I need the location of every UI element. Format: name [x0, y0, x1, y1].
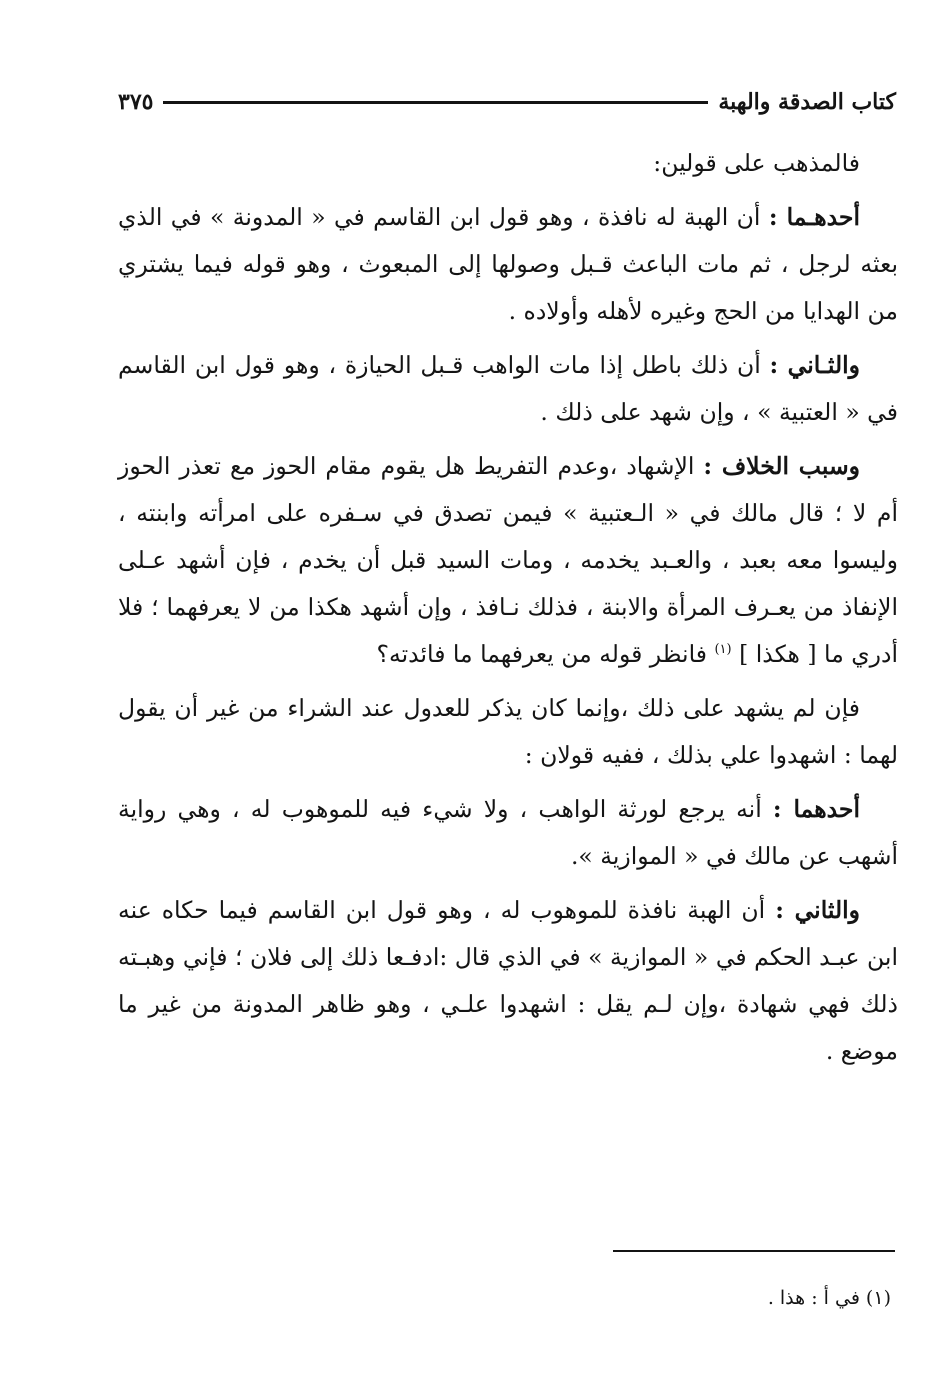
paragraph-second-opinion [118, 342, 898, 436]
footnote-rule [613, 1250, 895, 1252]
paragraph-text: أن الهبة نافذة للموهوب له ، وهو قول ابن القاسم فيما حكاه عنه ابن عبـد الحكم في « الموازية » في الذي قال :ادفـعا ذلك إلى فلان ؛ فإني وهبـته ذلك فهي شهادة ،وإن لـم يقل : اشهدوا علـي ، وهو ظاهر المدونة من غير ما موضع . [118, 896, 898, 1065]
paragraph-second-saying [118, 887, 898, 1075]
running-title: كتاب الصدقة والهبة [718, 89, 896, 115]
page-number: ٣٧٥ [118, 89, 154, 115]
page-header [118, 84, 896, 120]
paragraph-lead: أحدهـما : [768, 203, 860, 231]
paragraph-text: أن ذلك باطل إذا مات الواهب قـبل الحيازة ، وهو قول ابن القاسم في « العتبية » ، وإن شهد على ذلك . [118, 351, 898, 426]
footnote: (١) في أ : هذا . [767, 1287, 891, 1309]
paragraph-intro [118, 140, 898, 187]
paragraph-lead: والثـاني : [769, 351, 860, 379]
paragraph-text: أن الهبة له نافذة ، وهو قول ابن القاسم في « المدونة » في الذي بعثه لرجل ، ثم مات الباعث قـبل وصولها إلى المبعوث ، وهو قوله فيما يشتري من الهدايا من الحج وغيره لأهله وأولاده . [118, 203, 898, 325]
paragraph-reason [118, 443, 898, 678]
paragraph-first-saying [118, 786, 898, 880]
paragraph-first-opinion [118, 194, 898, 335]
header-rule [163, 101, 708, 104]
paragraph-text: فانظر قوله من يعرفهما ما فائدته؟ [376, 640, 715, 668]
body-text [118, 140, 898, 1082]
paragraph-no-witness [118, 685, 898, 779]
paragraph-lead: والثاني : [775, 896, 860, 924]
paragraph-text: فالمذهب على قولين: [653, 149, 860, 177]
paragraph-text: فإن لم يشهد على ذلك ،وإنما كان يذكر للعدول عند الشراء من غير أن يقول لهما : اشهدوا علي بذلك ، ففيه قولان : [118, 694, 898, 769]
paragraph-lead: أحدهما : [772, 795, 860, 823]
paragraph-lead: وسبب الخلاف : [703, 452, 860, 480]
paragraph-text: أنه يرجع لورثة الواهب ، ولا شيء فيه للموهوب له ، وهي رواية أشهب عن مالك في « الموازية ». [118, 795, 898, 870]
paragraph-text: الإشهاد ،وعدم التفريط هل يقوم مقام الحوز مع تعذر الحوز أم لا ؛ قال مالك في « الـعتبية » فيمن تصدق في سـفره على امرأته وابنته ، وليسوا معه بعبد ، والعـبد يخدمه ، ومات السيد قبل أن يخدم ، فإن أشهد عـلى الإنفاذ من يعـرف المرأة والابنة ، فذلك نـافذ ، وإن أشهد هكذا من لا يعرفهما ؛ فلا أدري ما [ هكذا ] [118, 452, 898, 668]
footnote-reference[interactable]: (١) [714, 642, 732, 658]
